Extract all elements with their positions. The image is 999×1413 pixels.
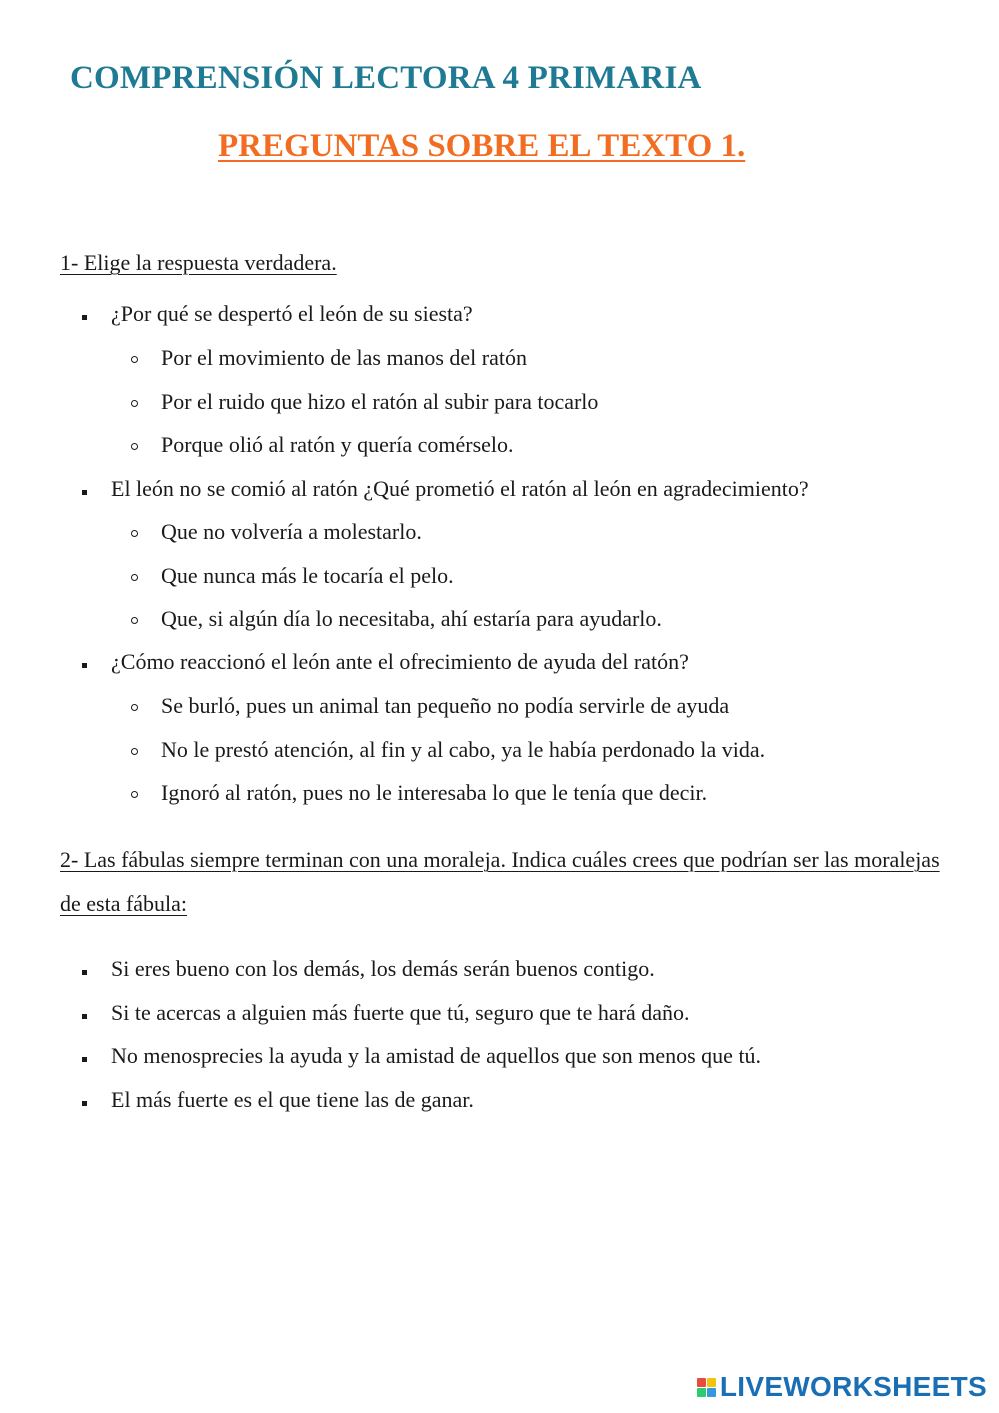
bullet-square-icon[interactable] — [82, 1101, 87, 1106]
logo-square-red — [697, 1378, 706, 1387]
logo-square-blue — [707, 1388, 716, 1397]
option-circle-icon[interactable] — [131, 791, 138, 798]
bullet-square-icon — [82, 663, 87, 668]
question-2-option-2[interactable]: Que nunca más le tocaría el pelo. — [161, 563, 454, 588]
bullet-square-icon[interactable] — [82, 970, 87, 975]
option-circle-icon[interactable] — [131, 704, 138, 711]
option-circle-icon[interactable] — [131, 530, 138, 537]
logo-square-yellow — [707, 1378, 716, 1387]
question-3-option-1[interactable]: Se burló, pues un animal tan pequeño no podía servirle de ayuda — [161, 693, 730, 718]
question-2: El león no se comió al ratón ¿Qué prometió el ratón al león en agradecimiento? — [111, 476, 809, 501]
section-1-heading: 1- Elige la respuesta verdadera. — [60, 250, 337, 275]
option-circle-icon[interactable] — [131, 748, 138, 755]
question-3-option-2[interactable]: No le prestó atención, al fin y al cabo, ya le había perdonado la vida. — [161, 737, 766, 762]
question-1-option-3[interactable]: Porque olió al ratón y quería comérselo. — [161, 432, 514, 457]
moral-option-1[interactable]: Si eres bueno con los demás, los demás serán buenos contigo. — [111, 956, 655, 981]
bullet-square-icon — [82, 315, 87, 320]
page-title: COMPRENSIÓN LECTORA 4 PRIMARIA — [70, 60, 702, 96]
question-1: ¿Por qué se despertó el león de su siesta? — [111, 301, 473, 326]
page-subtitle: PREGUNTAS SOBRE EL TEXTO 1. — [218, 128, 746, 164]
moral-option-4[interactable]: El más fuerte es el que tiene las de ganar. — [111, 1087, 474, 1112]
question-1-option-2[interactable]: Por el ruido que hizo el ratón al subir para tocarlo — [161, 389, 599, 414]
question-2-option-1[interactable]: Que no volvería a molestarlo. — [161, 519, 422, 544]
option-circle-icon[interactable] — [131, 617, 138, 624]
liveworksheets-logo-icon — [697, 1378, 716, 1397]
option-circle-icon[interactable] — [131, 356, 138, 363]
question-1-option-1[interactable]: Por el movimiento de las manos del ratón — [161, 345, 527, 370]
logo-text: LIVEWORKSHEETS — [719, 1371, 987, 1402]
bullet-square-icon[interactable] — [82, 1057, 87, 1062]
question-3: ¿Cómo reaccionó el león ante el ofrecimiento de ayuda del ratón? — [111, 649, 689, 674]
logo-square-green — [697, 1388, 706, 1397]
bullet-square-icon[interactable] — [82, 1014, 87, 1019]
bullet-square-icon — [82, 490, 87, 495]
question-2-option-3[interactable]: Que, si algún día lo necesitaba, ahí estaría para ayudarlo. — [161, 606, 662, 631]
option-circle-icon[interactable] — [131, 400, 138, 407]
section-2-heading: 2- Las fábulas siempre terminan con una moraleja. Indica cuáles crees que podrían ser las moralejas de esta fábula: — [60, 847, 940, 916]
option-circle-icon[interactable] — [131, 574, 138, 581]
liveworksheets-logo — [697, 1371, 987, 1403]
question-3-option-3[interactable]: Ignoró al ratón, pues no le interesaba lo que le tenía que decir. — [161, 780, 708, 805]
moral-option-3[interactable]: No menosprecies la ayuda y la amistad de aquellos que son menos que tú. — [111, 1043, 762, 1068]
option-circle-icon[interactable] — [131, 443, 138, 450]
moral-option-2[interactable]: Si te acercas a alguien más fuerte que tú, seguro que te hará daño. — [111, 1000, 690, 1025]
